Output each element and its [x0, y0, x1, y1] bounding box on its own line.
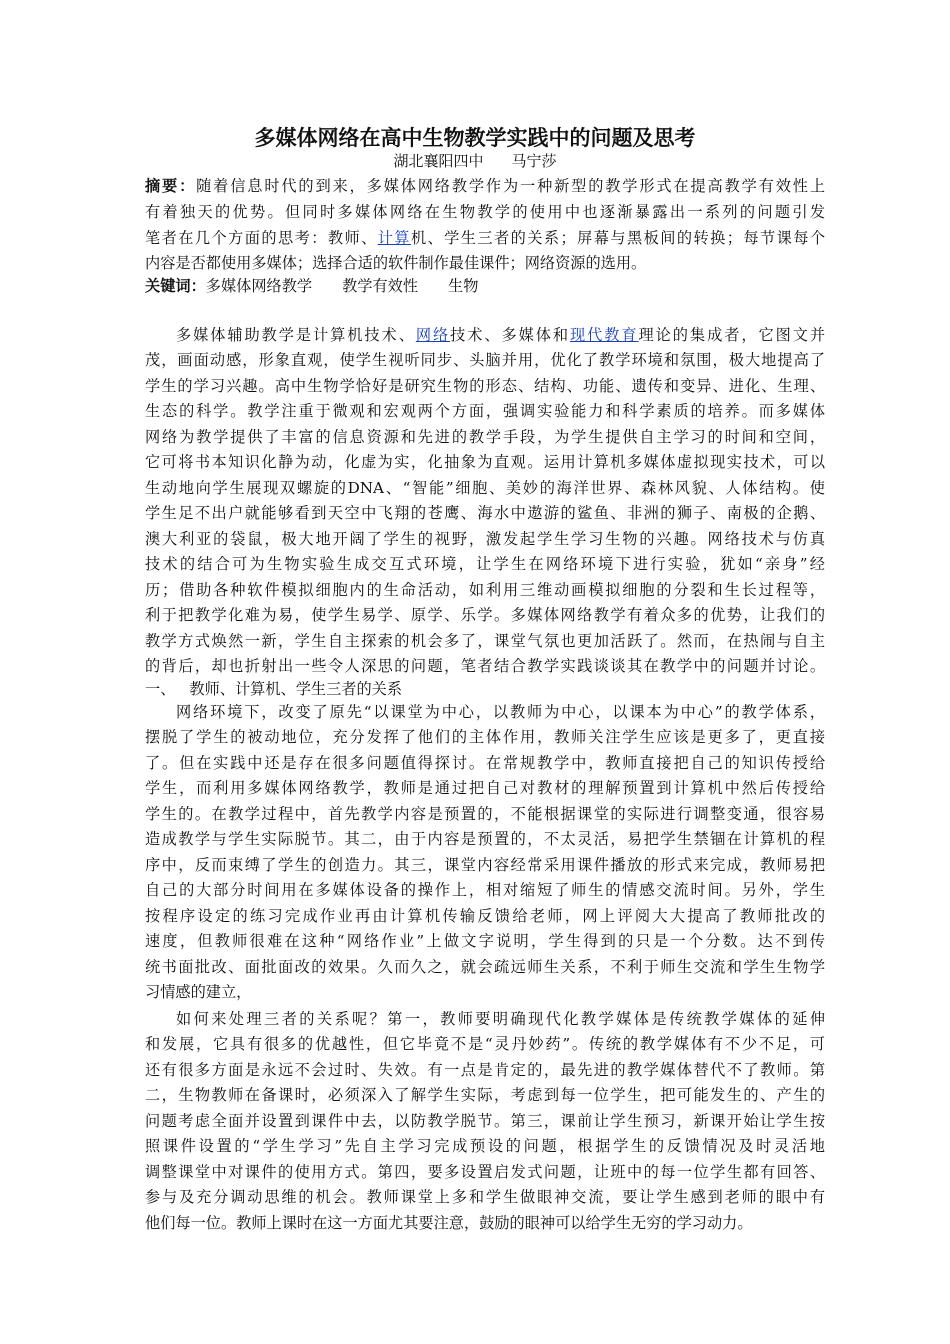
paragraph-line — [176, 323, 825, 349]
abstract-line — [145, 174, 825, 200]
paragraph-line: 学生的。在教学过程中，首先教学内容是预置的，不能根据课堂的实际进行调整变通，很容易 — [145, 805, 825, 823]
abstract-line: 有着独天的优势。但同时多媒体网络在生物教学的使用中也逐渐暴露出一系列的问题引发 — [145, 203, 825, 221]
abstract-line: 内容是否都使用多媒体；选择合适的软件制作最佳课件；网络资源的选用。 — [145, 254, 647, 272]
paragraph-line: 澳大利亚的袋鼠，极大地开阔了学生的视野，激发起学生学习生物的兴趣。网络技术与仿真 — [145, 530, 825, 548]
paragraph-line: 还有很多方面是永远不会过时、失效。有一点是肯定的，最先进的教学媒体替代不了教师。第 — [145, 1061, 825, 1079]
paragraph-line: 自己的大部分时间用在多媒体设备的操作上，相对缩短了师生的情感交流时间。另外，学生 — [145, 881, 825, 899]
paragraph-line: 二，生物教师在备课时，必须深入了解学生实际，考虑到每一位学生，把可能发生的、产生的 — [145, 1086, 825, 1104]
paragraph-line: 调整课堂中对课件的使用方式。第四，要多设置启发式问题，让班中的每一位学生都有回答、 — [145, 1163, 825, 1181]
paragraph-line: 和发展，它具有很多的优越性，但它毕竟不是“灵丹妙药”。传统的教学媒体有不少不足，可 — [145, 1035, 825, 1053]
paragraph-line: 学生的学习兴趣。高中生物学恰好是研究生物的形态、结构、功能、遗传和变异、进化、生理、 — [145, 377, 825, 395]
keyword: 多媒体网络教学 — [205, 277, 313, 295]
paragraph-line: 它可将书本知识化静为动，化虚为实，化抽象为直观。运用计算机多媒体虚拟现实技术，可以 — [145, 453, 825, 471]
paragraph-line: 生动地向学生展现双螺旋的DNA、“智能”细胞、美妙的海洋世界、森林风貌、人体结构。使 — [145, 479, 825, 497]
section-heading — [145, 677, 825, 703]
author-byline — [0, 150, 950, 172]
keywords-label: 关键词： — [145, 277, 206, 295]
school-name: 湖北襄阳四中 — [393, 152, 484, 170]
section-title: 教师、计算机、学生三者的关系 — [189, 680, 402, 698]
paragraph-line: 技术的结合可为生物实验生成交互式环境，让学生在网络环境下进行实验，犹如“亲身”经 — [145, 555, 825, 573]
section-number: 一、 — [145, 680, 176, 698]
body-text: 理论的集成者，它图文并 — [638, 326, 826, 344]
body-text: 技术、多媒体和 — [450, 326, 571, 344]
page-title: 多媒体网络在高中生物教学实践中的问题及思考 — [254, 125, 696, 150]
modern-education-link[interactable]: 现代教育 — [570, 326, 639, 344]
paragraph-line: 问题考虑全面并设置到课件中去，以防教学脱节。第三，课前让学生预习，新课开始让学生按 — [145, 1112, 825, 1130]
keyword: 教学有效性 — [342, 277, 418, 295]
paragraph-line: 造成教学与学生实际脱节。其二，由于内容是预置的，不太灵活，易把学生禁锢在计算机的程 — [145, 830, 825, 848]
paragraph-line: 参与及充分调动思维的机会。教师课堂上多和学生做眼神交流，要让学生感到老师的眼中有 — [145, 1188, 825, 1206]
paragraph-line: 学生足不出户就能够看到天空中飞翔的苍鹰、海水中遨游的鲨鱼、非洲的狮子、南极的企鹅、 — [145, 504, 825, 522]
author-name: 马宁莎 — [511, 152, 557, 170]
paragraph-line: 网络为教学提供了丰富的信息资源和先进的教学手段，为学生提供自主学习的时间和空间， — [145, 428, 825, 446]
keywords-line — [145, 274, 825, 300]
paragraph-line: 习情感的建立， — [145, 983, 252, 1001]
paragraph-line: 学生，而利用多媒体网络教学，教师是通过把自己对教材的理解预置到计算机中然后传授给 — [145, 779, 825, 797]
paragraph-line: 茂，画面动感，形象直观，使学生视听同步、头脑并用，优化了教学环境和氛围，极大地提高了 — [145, 351, 825, 369]
computer-link[interactable]: 计算 — [377, 229, 411, 247]
paragraph-line: 照课件设置的“学生学习”先自主学习完成预设的问题，根据学生的反馈情况及时灵活地 — [145, 1137, 825, 1155]
keyword: 生物 — [448, 277, 479, 295]
paragraph-line: 历；借助各种软件模拟细胞内的生命活动，如利用三维动画模拟细胞的分裂和生长过程等， — [145, 581, 825, 599]
body-text: 多媒体辅助教学是计算机技术、 — [176, 326, 416, 344]
paragraph-line: 的背后，却也折射出一些令人深思的问题，笔者结合教学实践谈谈其在教学中的问题并讨论。 — [145, 657, 825, 675]
paragraph-line: 生态的科学。教学注重于微观和宏观两个方面，强调实验能力和科学素质的培养。而多媒体 — [145, 402, 825, 420]
abstract-text: 随着信息时代的到来，多媒体网络教学作为一种新型的教学形式在提高教学有效性上 — [196, 177, 826, 195]
paragraph-line: 速度，但教师很难在这种“网络作业”上做文字说明，学生得到的只是一个分数。达不到传 — [145, 932, 825, 950]
paragraph-line: 如何来处理三者的关系呢？第一，教师要明确现代化教学媒体是传统教学媒体的延伸 — [176, 1010, 825, 1028]
paragraph-line: 他们每一位。教师上课时在这一方面尤其要注意，鼓励的眼神可以给学生无穷的学习动力。 — [145, 1214, 753, 1232]
paragraph-line: 网络环境下，改变了原先“以课堂为中心，以教师为中心，以课本为中心”的教学体系， — [176, 703, 825, 721]
paragraph-line: 利于把教学化难为易，使学生易学、原学、乐学。多媒体网络教学有着众多的优势，让我们的 — [145, 606, 825, 624]
paragraph-line: 按程序设定的练习完成作业再由计算机传输反馈给老师，网上评阅大大提高了教师批改的 — [145, 907, 825, 925]
abstract-text: 笔者在几个方面的思考：教师、 — [145, 229, 378, 247]
paragraph-line: 摆脱了学生的被动地位，充分发挥了他们的主体作用，教师关注学生应该是更多了，更直接 — [145, 728, 825, 746]
network-link[interactable]: 网络 — [415, 326, 451, 344]
paragraph-line: 统书面批改、面批面改的效果。久而久之，就会疏远师生关系，不利于师生交流和学生生物学 — [145, 958, 825, 976]
paragraph-line: 教学方式焕然一新，学生自主探索的机会多了，课堂气氛也更加活跃了。然而，在热闹与自主 — [145, 632, 825, 650]
paragraph-line: 了。但在实践中还是存在很多问题值得探讨。在常规教学中，教师直接把自己的知识传授给 — [145, 754, 825, 772]
abstract-label: 摘要： — [145, 177, 197, 195]
abstract-line — [145, 226, 825, 252]
abstract-text: 机、学生三者的关系；屏幕与黑板间的转换；每节课每个 — [410, 229, 826, 247]
paragraph-line: 序中，反而束缚了学生的创造力。其三，课堂内容经常采用课件播放的形式来完成，教师易把 — [145, 856, 825, 874]
